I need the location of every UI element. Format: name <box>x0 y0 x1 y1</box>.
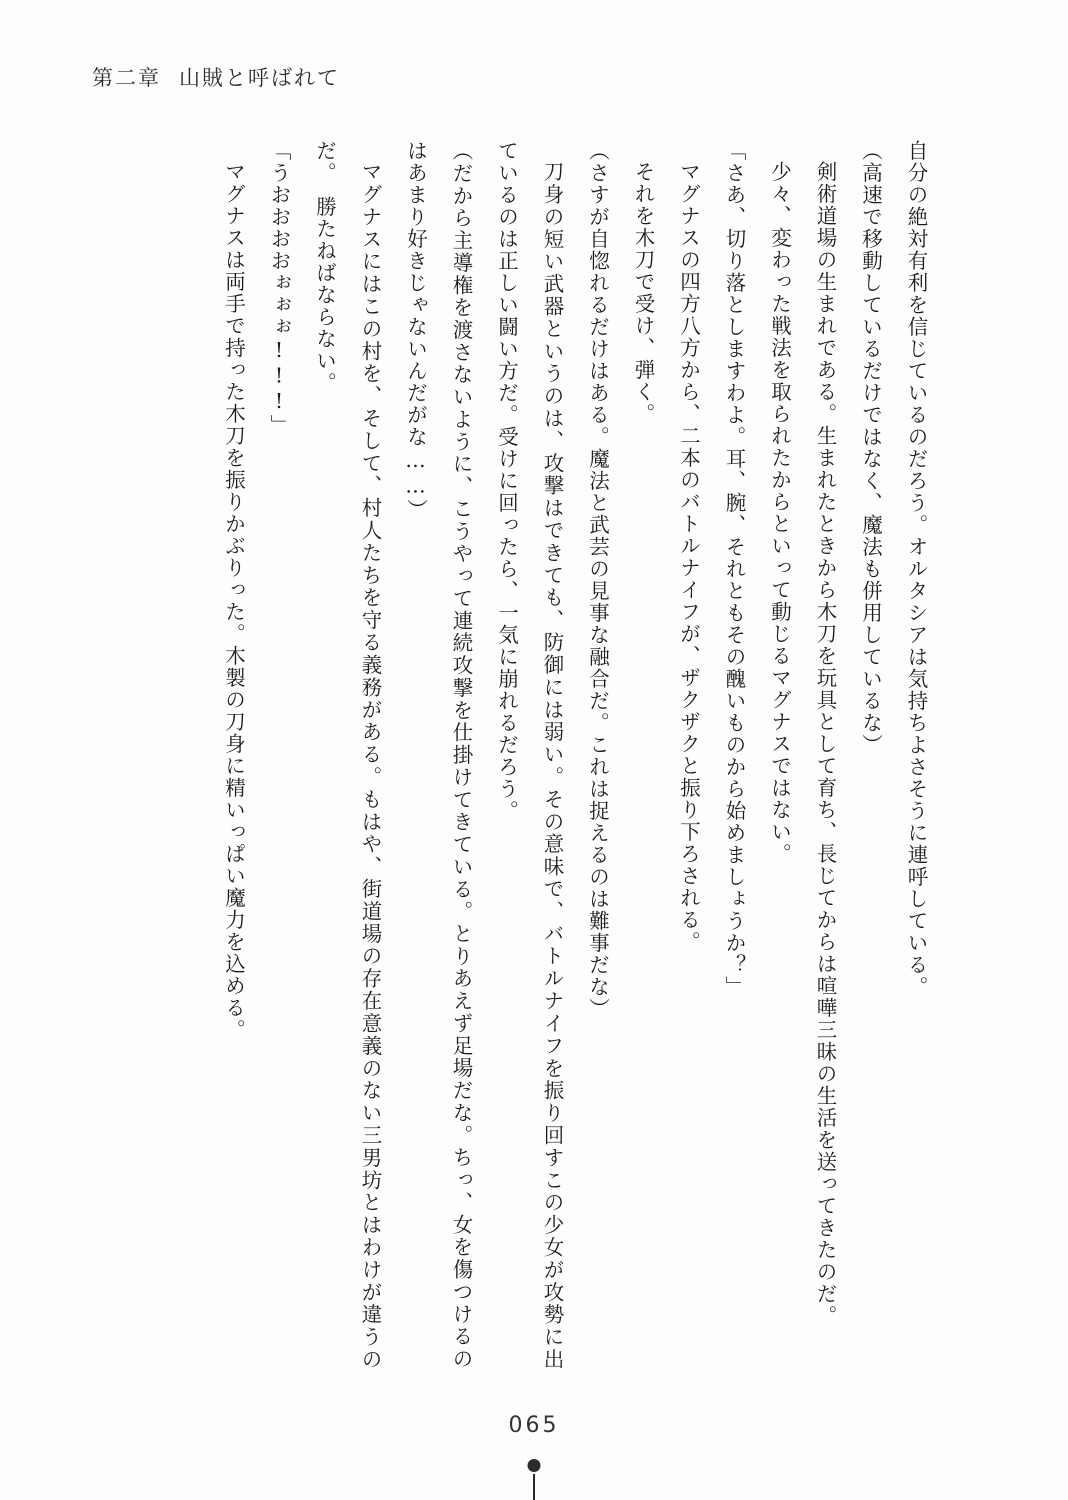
page-number: 065 <box>508 1413 560 1438</box>
body-text <box>78 140 938 1370</box>
paragraph: マグナスは両手で持った木刀を振りかぶりった。木製の刀身に精いっぱい魔力を込める。 <box>221 160 246 1041</box>
paragraph: 「さあ、切り落としますわよ。耳、腕、それともその醜いものから始めましょうか？」 <box>722 140 746 998</box>
paragraph: それを木刀で受け、弾く。 <box>631 160 655 425</box>
page-header <box>92 62 340 92</box>
registration-line-icon <box>533 1474 535 1500</box>
paragraph: 剣術道場の生まれである。生まれたときから木刀を玩具として育ち、長じてからは喧嘩三昧の生活を送ってきたのだ。 <box>813 160 837 1327</box>
paragraph: （だから主導権を渡さないように、こうやって連続攻撃を仕掛けてきている。とりあえず足場だな。ちっ、女を傷つけるのはあまり好きじゃないんだがな……） <box>403 140 473 1370</box>
paragraph: 自分の絶対有利を信じているのだろう。オルタシアは気持ちよさそうに連呼している。 <box>904 140 928 998</box>
paragraph: 刀身の短い武器というのは、攻撃はできても、防御には弱い。その意味で、バトルナイフを振り回すこの少女が攻勢に出ているのは正しい闘い方だ。受けに回ったら、一気に崩れるだろう。 <box>494 140 564 1370</box>
paragraph: 少々、変わった戦法を取られたからといって動じるマグナスではない。 <box>767 160 792 865</box>
paragraph: （さすが自惚れるだけはある。魔法と武芸の見事な融合だ。これは捉えるのは難事だな） <box>585 140 610 1020</box>
paragraph: （高速で移動しているだけではなく、魔法も併用しているな） <box>858 140 883 756</box>
registration-dot-icon <box>528 1459 541 1472</box>
chapter-number: 第二章 <box>92 66 161 90</box>
paragraph: マグナスにはこの村を、そして、村人たちを守る義務がある。もはや、街道場の存在意義のない三男坊とはわけが違うのだ。 勝たねばならない。 <box>312 140 382 1370</box>
paragraph: 「うおおおおぉぉぉ!!!」 <box>267 140 291 437</box>
chapter-title: 山賊と呼ばれて <box>179 66 340 90</box>
paragraph: マグナスの四方八方から、二本のバトルナイフが、ザクザクと振り下ろされる。 <box>676 160 701 953</box>
